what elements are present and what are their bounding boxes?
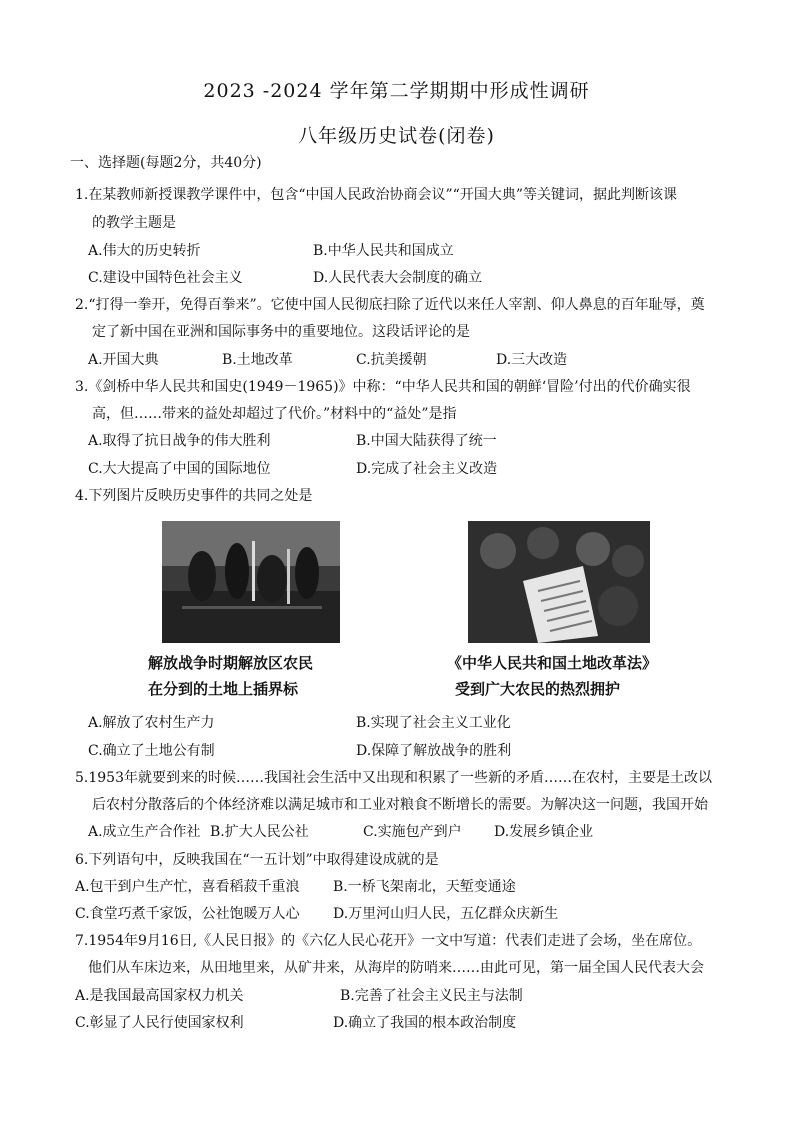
question-7-option-b: B.完善了社会主义民主与法制 <box>340 988 523 1004</box>
land-reform-law-photo <box>468 521 650 643</box>
question-7-stem-cont: 他们从车床边来，从田地里来，从矿井来，从海岸的防哨来……由此可见，第一届全国人民代表大会 <box>88 960 704 976</box>
question-5-stem-cont: 后农村分散落后的个体经济难以满足城市和工业对粮食不断增长的需要。为解决这一问题，我国开始 <box>92 797 708 813</box>
question-7-option-c: C.彰显了人民行使国家权利 <box>75 1015 244 1031</box>
question-4-option-a: A.解放了农村生产力 <box>88 715 215 731</box>
question-6-option-b: B.一桥飞架南北，天堑变通途 <box>333 879 516 895</box>
question-6-option-d: D.万里河山归人民，五亿群众庆新生 <box>333 906 559 922</box>
farmers-marking-land-image <box>162 521 340 643</box>
question-3-option-b: B.中国大陆获得了统一 <box>356 433 497 449</box>
question-4-stem: 4.下列图片反映历史事件的共同之处是 <box>75 488 313 504</box>
question-2-option-a: A.开国大典 <box>88 352 159 368</box>
question-2-option-c: C.抗美援朝 <box>356 352 427 368</box>
question-6-option-a: A.包干到户生产忙，喜看稻菽千重浪 <box>75 879 300 895</box>
farmers-marking-land-photo <box>162 521 340 643</box>
question-4-option-c: C.确立了土地公有制 <box>88 743 215 759</box>
question-3-option-a: A.取得了抗日战争的伟大胜利 <box>88 433 271 449</box>
question-2-option-d: D.三大改造 <box>496 352 568 368</box>
question-5-stem: 5.1953年就要到来的时候……我国社会生活中又出现和积累了一些新的矛盾……在农村，主要是土改以 <box>75 770 712 786</box>
question-1-option-b: B.中华人民共和国成立 <box>313 243 454 259</box>
question-4-option-b: B.实现了社会主义工业化 <box>356 715 511 731</box>
question-2-stem: 2.“打得一拳开，免得百拳来”。它使中国人民彻底扫除了近代以来任人宰割、仰人鼻息的百年耻辱，奠 <box>75 297 705 313</box>
land-reform-law-image <box>468 521 650 643</box>
question-1-option-d: D.人民代表大会制度的确立 <box>313 270 483 286</box>
question-5-option-c: C.实施包产到户 <box>363 824 462 840</box>
question-3-stem: 3.《剑桥中华人民共和国史(1949－1965)》中称：“中华人民共和国的朝鲜‘冒险’付出的代价确实很 <box>75 379 691 395</box>
question-5-option-b: B.扩大人民公社 <box>210 824 309 840</box>
question-4-option-d: D.保障了解放战争的胜利 <box>356 743 512 759</box>
question-1-option-a: A.伟大的历史转折 <box>88 243 201 259</box>
image-1-caption-line1: 解放战争时期解放区农民 <box>148 654 314 672</box>
section-heading: 一、选择题(每题2分，共40分) <box>70 155 262 171</box>
question-3-option-c: C.大大提高了中国的国际地位 <box>88 461 271 477</box>
question-7-option-a: A.是我国最高国家权力机关 <box>75 988 244 1004</box>
question-6-option-c: C.食堂巧煮千家饭，公社饱暖万人心 <box>75 906 300 922</box>
question-3-option-d: D.完成了社会主义改造 <box>356 461 498 477</box>
question-1-stem-cont: 的教学主题是 <box>92 215 176 231</box>
question-5-option-a: A.成立生产合作社 <box>88 824 201 840</box>
question-5-option-d: D.发展乡镇企业 <box>494 824 594 840</box>
question-1-option-c: C.建设中国特色社会主义 <box>88 270 243 286</box>
image-2-caption-line1: 《中华人民共和国土地改革法》 <box>447 654 658 672</box>
question-6-stem: 6.下列语句中，反映我国在“一五计划”中取得建设成就的是 <box>75 852 439 868</box>
exam-title: 2023 -2024 学年第二学期期中形成性调研 <box>203 80 590 102</box>
question-2-option-b: B.土地改革 <box>222 352 293 368</box>
image-2-caption-line2: 受到广大农民的热烈拥护 <box>455 680 621 698</box>
question-2-stem-cont: 定了新中国在亚洲和国际事务中的重要地位。这段话评论的是 <box>92 324 470 340</box>
exam-subtitle: 八年级历史试卷(闭卷) <box>298 125 495 147</box>
question-1-stem: 1.在某教师新授课教学课件中，包含“中国人民政治协商会议”“开国大典”等关键词，据此判断该课 <box>75 187 677 203</box>
image-1-caption-line2: 在分到的土地上插界标 <box>148 680 299 698</box>
question-7-stem: 7.1954年9月16日,《人民日报》的《六亿人民心花开》一文中写道：代表们走进了会场，坐在席位。 <box>75 933 702 949</box>
question-7-option-d: D.确立了我国的根本政治制度 <box>333 1015 517 1031</box>
question-3-stem-cont: 高，但……带来的益处却超过了代价。”材料中的“益处”是指 <box>92 406 457 422</box>
